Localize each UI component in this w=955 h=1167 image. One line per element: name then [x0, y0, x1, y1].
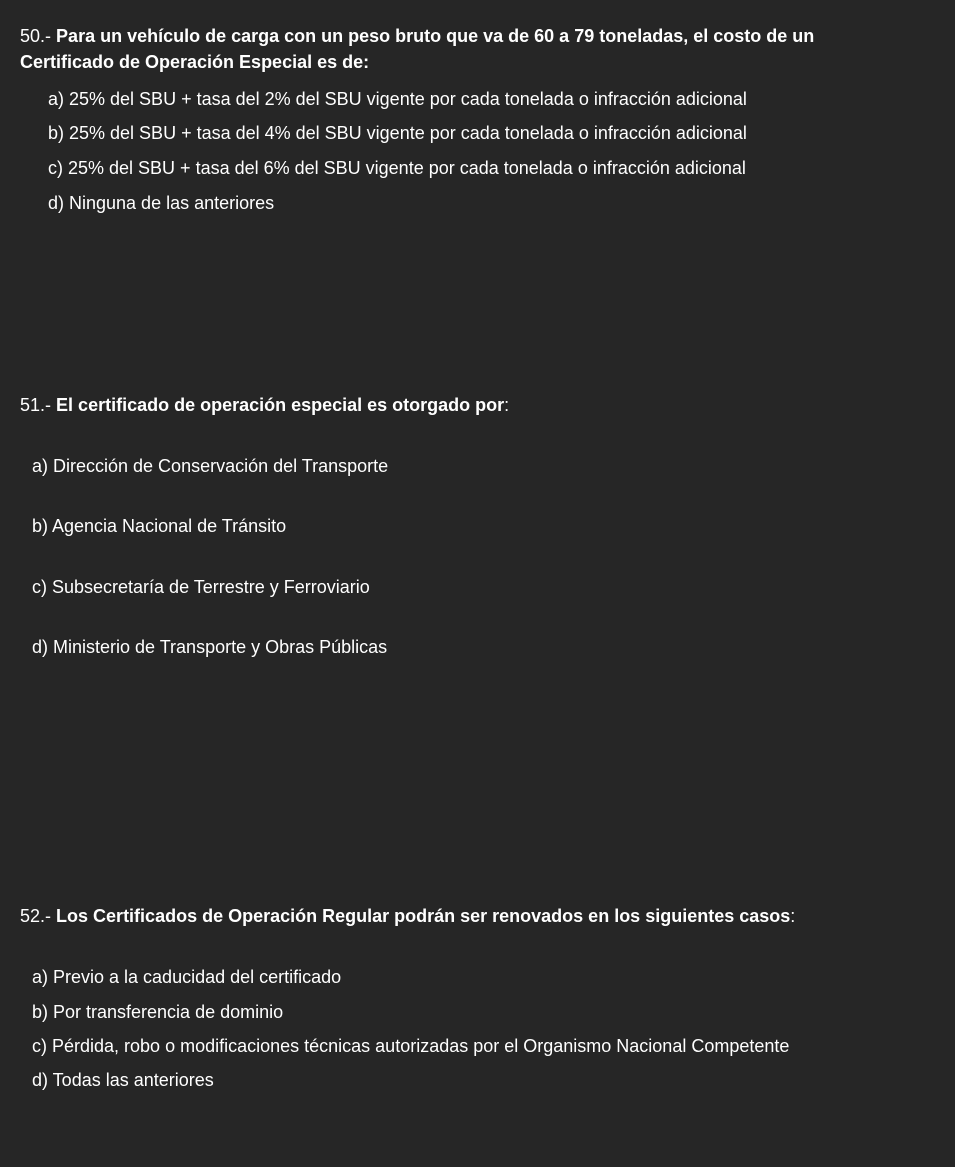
question-52-option-b[interactable]: b) Por transferencia de dominio — [32, 1002, 284, 1022]
question-number: 50.- — [20, 26, 52, 46]
question-51-prompt — [20, 392, 920, 418]
question-text: Los Certificados de Operación Regular podrán ser renovados en los siguientes casos — [56, 906, 791, 926]
question-50-option-c[interactable]: c) 25% del SBU + tasa del 6% del SBU vigente por cada tonelada o infracción adicional — [48, 158, 746, 178]
question-51-option-b[interactable]: b) Agencia Nacional de Tránsito — [32, 516, 287, 536]
question-52-option-d[interactable]: d) Todas las anteriores — [32, 1070, 214, 1090]
question-text: El certificado de operación especial es otorgado por — [56, 395, 505, 415]
question-51-option-d[interactable]: d) Ministerio de Transporte y Obras Públicas — [32, 637, 388, 657]
question-number: 52.- — [20, 906, 52, 926]
question-text: Para un vehículo de carga con un peso bruto que va de 60 a 79 toneladas, el costo de un Certificado de Operación Especial es — [20, 26, 815, 72]
question-50-option-a[interactable]: a) 25% del SBU + tasa del 2% del SBU vigente por cada tonelada o infracción adicional — [48, 89, 747, 109]
question-50-option-d[interactable]: d) Ninguna de las anteriores — [48, 193, 275, 213]
question-number: 51.- — [20, 395, 52, 415]
question-text-tail: : — [790, 906, 796, 926]
question-52-prompt — [20, 903, 940, 929]
question-text-tail: : — [504, 395, 510, 415]
question-50-prompt — [20, 23, 840, 75]
question-50-option-b[interactable]: b) 25% del SBU + tasa del 4% del SBU vigente por cada tonelada o infracción adicional — [48, 123, 747, 143]
question-52-option-a[interactable]: a) Previo a la caducidad del certificado — [32, 967, 342, 987]
question-51-option-a[interactable]: a) Dirección de Conservación del Transporte — [32, 456, 389, 476]
question-text-tail: de: — [337, 52, 370, 72]
question-51-option-c[interactable]: c) Subsecretaría de Terrestre y Ferroviario — [32, 577, 370, 597]
question-52-option-c[interactable]: c) Pérdida, robo o modificaciones técnicas autorizadas por el Organismo Nacional Competente — [32, 1036, 790, 1056]
